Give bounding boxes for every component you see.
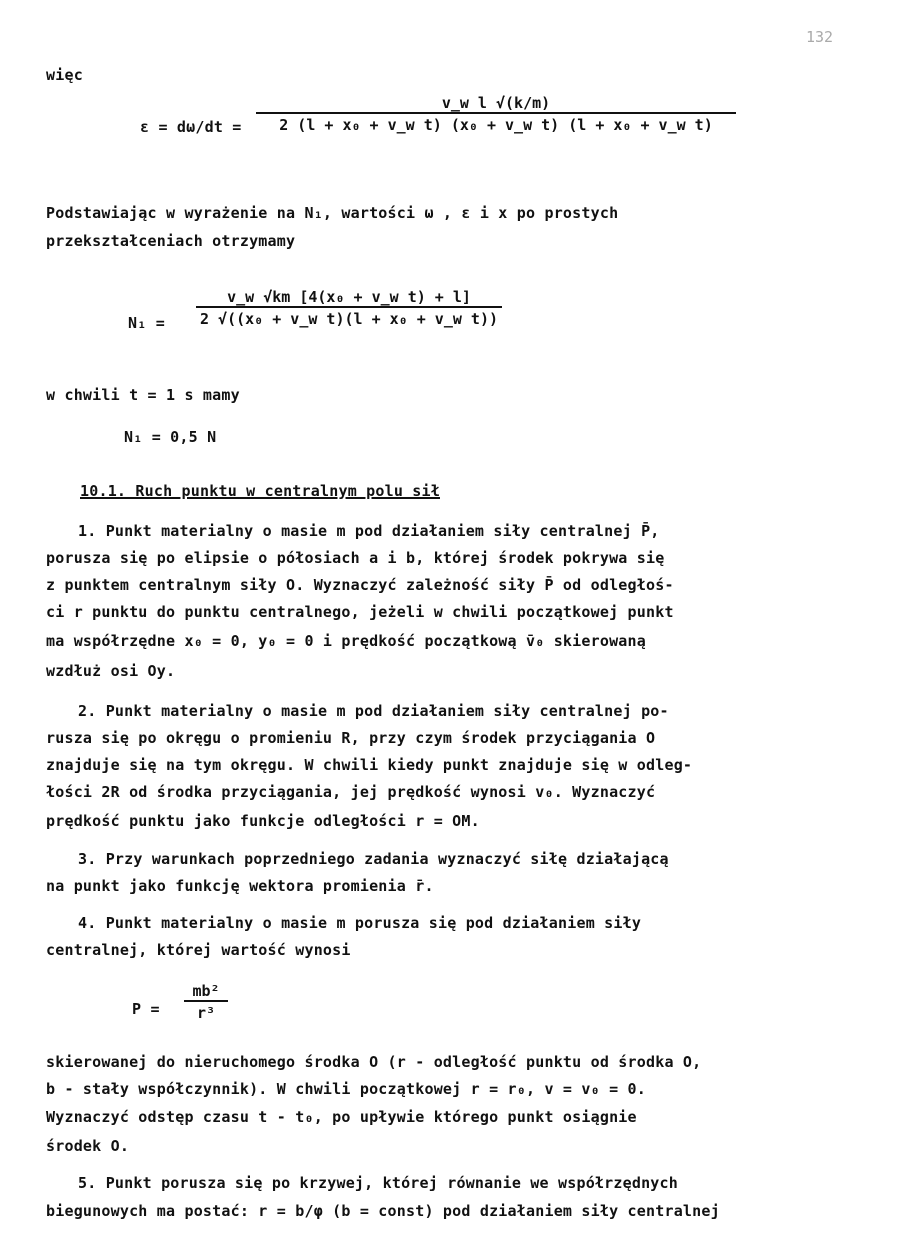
text-n1-value: N₁ = 0,5 N [124, 428, 217, 446]
eq-eps-denominator: 2 (l + x₀ + v_w t) (x₀ + v_w t) (l + x₀ + v_w t) [256, 112, 736, 134]
problem-line: prędkość punktu jako funkcje odległości r = OM. [46, 812, 480, 830]
eq-eps-fraction [256, 94, 736, 134]
section-heading: 10.1. Ruch punktu w centralnym polu sił [80, 482, 440, 500]
eq-n1-fraction [196, 288, 502, 328]
page-number: 132 [806, 28, 834, 46]
problem-line: 2. Punkt materialny o masie m pod działaniem siły centralnej po- [78, 702, 669, 720]
problem-line: 3. Przy warunkach poprzedniego zadania wyznaczyć siłę działającą [78, 850, 669, 868]
problem-line: znajduje się na tym okręgu. W chwili kiedy punkt znajduje się w odleg- [46, 756, 693, 774]
text-wiec: więc [46, 66, 83, 84]
eq-n1-numerator: v_w √km [4(x₀ + v_w t) + l] [227, 288, 471, 306]
problem-line: 5. Punkt porusza się po krzywej, której równanie we współrzędnych [78, 1174, 678, 1192]
eq-p-numerator: mb² [192, 982, 220, 1000]
problem-line: ci r punktu do punktu centralnego, jeżeli w chwili początkowej punkt [46, 603, 674, 621]
problem-line: skierowanej do nieruchomego środka O (r - odległość punktu od środka O, [46, 1053, 702, 1071]
problem-line: ma współrzędne x₀ = 0, y₀ = 0 i prędkość początkową v̄₀ skierowaną [46, 632, 646, 650]
eq-eps-lhs: ε = dω/dt = [140, 118, 242, 136]
problem-line: Wyznaczyć odstęp czasu t - t₀, po upływie którego punkt osiągnie [46, 1108, 637, 1126]
eq-p-denominator: r³ [184, 1000, 228, 1022]
problem-line: łości 2R od środka przyciągania, jej prędkość wynosi v₀. Wyznaczyć [46, 783, 656, 801]
problem-line: wzdłuż osi Oy. [46, 662, 176, 680]
eq-eps-numerator: v_w l √(k/m) [441, 94, 551, 112]
problem-line: 4. Punkt materialny o masie m porusza się pod działaniem siły [78, 914, 642, 932]
problem-line: rusza się po okręgu o promieniu R, przy czym środek przyciągania O [46, 729, 656, 747]
problem-line: centralnej, której wartość wynosi [46, 941, 351, 959]
eq-p-lhs: P = [132, 1000, 160, 1018]
text-subst-1: Podstawiając w wyrażenie na N₁, wartości ω , ε i x po prostych [46, 204, 619, 222]
eq-n1-denominator: 2 √((x₀ + v_w t)(l + x₀ + v_w t)) [196, 306, 502, 328]
problem-line: porusza się po elipsie o półosiach a i b, której środek pokrywa się [46, 549, 665, 567]
eq-n1-lhs: N₁ = [128, 314, 165, 332]
problem-line: środek O. [46, 1137, 130, 1155]
text-chwili: w chwili t = 1 s mamy [46, 386, 240, 404]
problem-line: 1. Punkt materialny o masie m pod działaniem siły centralnej P̄, [78, 522, 660, 540]
problem-line: z punktem centralnym siły O. Wyznaczyć zależność siły P̄ od odległoś- [46, 576, 674, 594]
problem-line: na punkt jako funkcję wektora promienia r̄. [46, 877, 434, 895]
text-subst-2: przekształceniach otrzymamy [46, 232, 296, 250]
problem-line: b - stały współczynnik). W chwili początkowej r = r₀, v = v₀ = 0. [46, 1080, 646, 1098]
problem-line: biegunowych ma postać: r = b/φ (b = const) pod działaniem siły centralnej [46, 1202, 720, 1220]
eq-p-fraction [184, 982, 228, 1022]
